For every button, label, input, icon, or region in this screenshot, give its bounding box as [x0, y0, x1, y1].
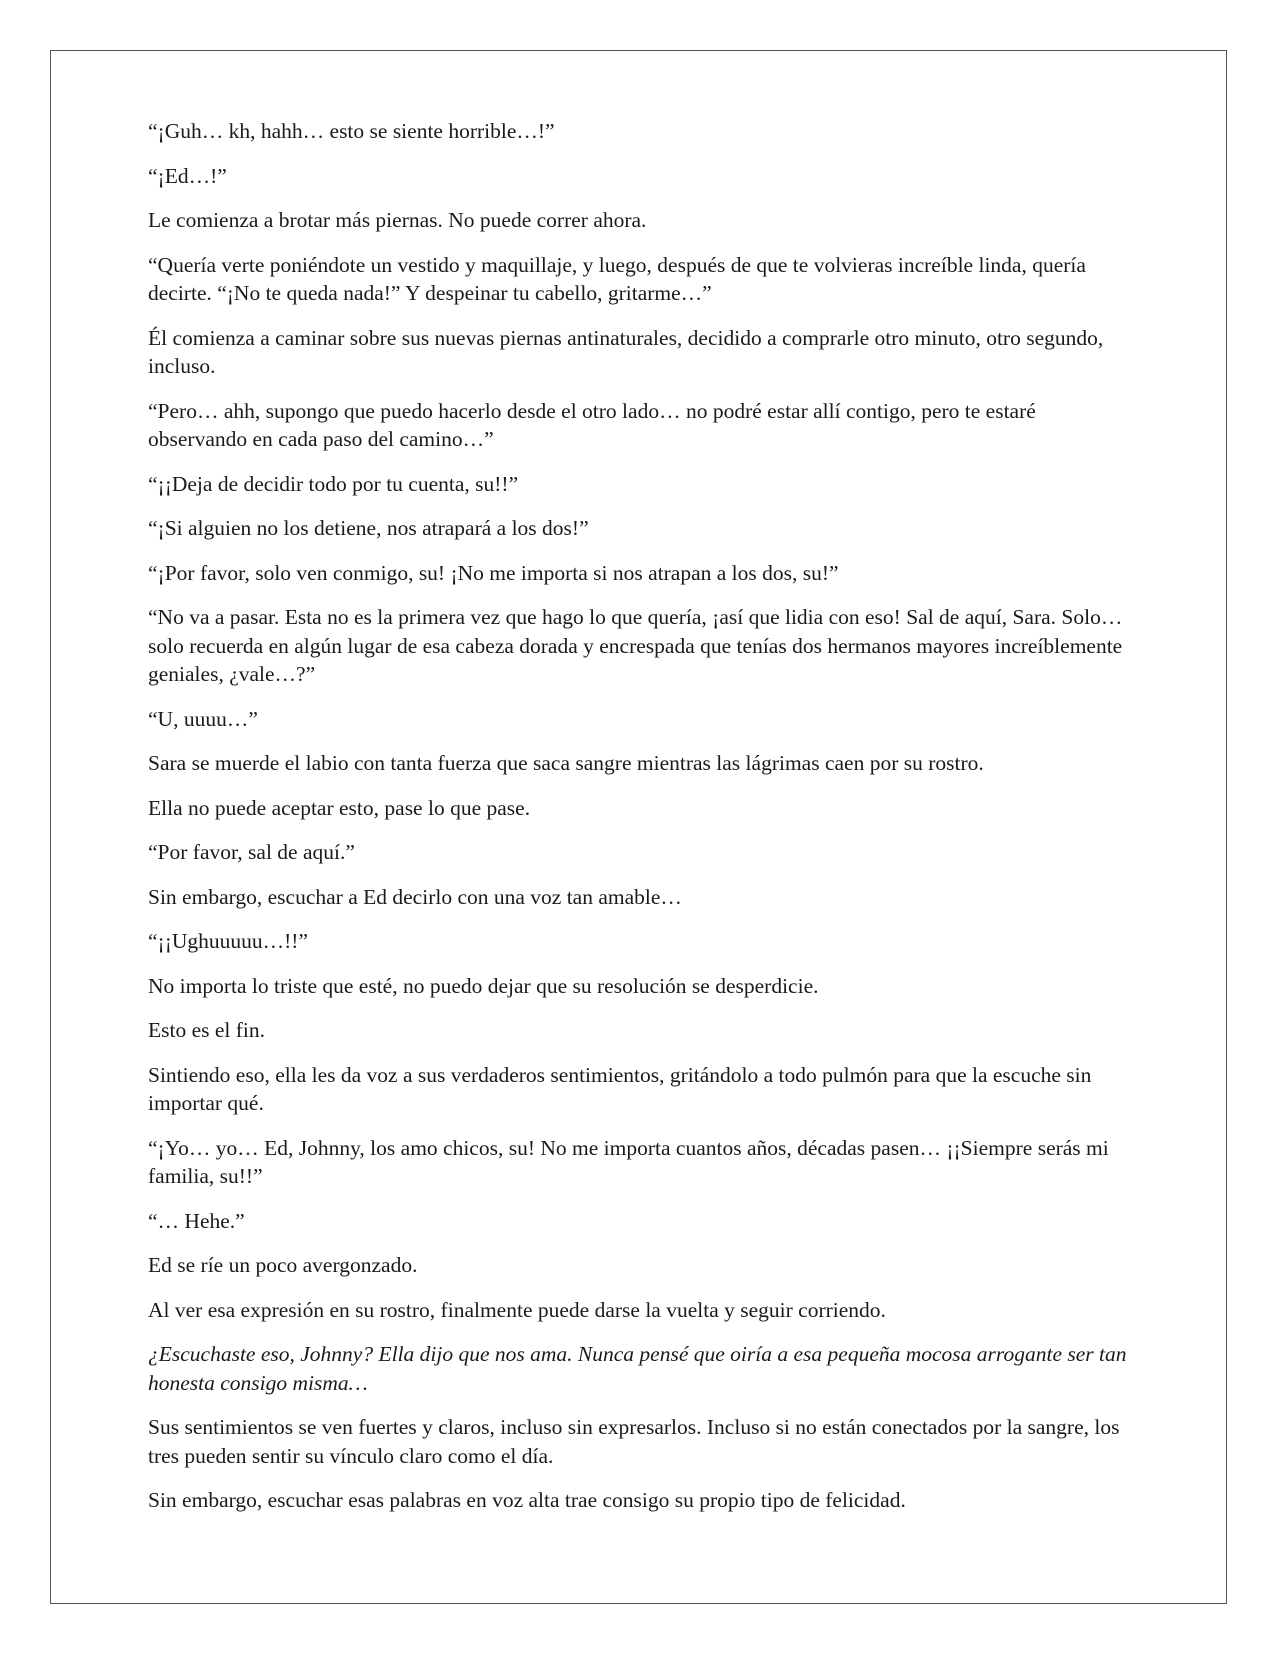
paragraph: Ed se ríe un poco avergonzado.	[148, 1253, 418, 1277]
paragraph: “¡Ed…!”	[148, 163, 227, 188]
paragraph: “¡¡Deja de decidir todo por tu cuenta, su!!”	[148, 471, 519, 496]
paragraph: “Pero… ahh, supongo que puedo hacerlo desde el otro lado… no podré estar allí contigo, pero te estaré observando en cada paso del camino…”	[148, 398, 1036, 451]
paragraph: “¡¡Ughuuuuu…!!”	[148, 929, 309, 953]
paragraph: “Quería verte poniéndote un vestido y maquillaje, y luego, después de que te volvieras increíble linda, quería decirte. “¡No te queda nada!” Y despeinar tu cabello, gritarme…”	[148, 252, 1086, 305]
paragraph: Él comienza a caminar sobre sus nuevas piernas antinaturales, decidido a comprarle otro minuto, otro segundo, incluso.	[148, 325, 1104, 378]
paragraph: No importa lo triste que esté, no puedo dejar que su resolución se desperdicie.	[148, 973, 819, 998]
paragraph: “¡Por favor, solo ven conmigo, su! ¡No me importa si nos atrapan a los dos, su!”	[148, 560, 839, 585]
paragraph: “¡Yo… yo… Ed, Johnny, los amo chicos, su! No me importa cuantos años, décadas pasen… ¡¡Siempre serás mi familia, su!!”	[148, 1135, 1109, 1188]
paragraph: Le comienza a brotar más piernas. No puede correr ahora.	[148, 208, 647, 232]
document-body	[148, 117, 1138, 1531]
paragraph-italic: ¿Escuchaste eso, Johnny? Ella dijo que nos ama. Nunca pensé que oiría a esa pequeña mocosa arrogante ser tan honesta consigo misma…	[148, 1342, 1127, 1395]
paragraph: “… Hehe.”	[148, 1208, 245, 1233]
paragraph: “No va a pasar. Esta no es la primera vez que hago lo que quería, ¡así que lidia con eso! Sal de aquí, Sara. Solo… solo recuerda en algún lugar de esa cabeza dorada y encrespada que tenías dos hermanos mayores increíblemente geniales, ¿vale…?”	[148, 605, 1123, 686]
paragraph: “¡Si alguien no los detiene, nos atrapará a los dos!”	[148, 516, 589, 540]
paragraph: Esto es el fin.	[148, 1018, 266, 1042]
paragraph: Sin embargo, escuchar esas palabras en voz alta trae consigo su propio tipo de felicidad.	[148, 1488, 906, 1512]
paragraph: Sara se muerde el labio con tanta fuerza que saca sangre mientras las lágrimas caen por su rostro.	[148, 751, 984, 775]
paragraph: Ella no puede aceptar esto, pase lo que pase.	[148, 795, 531, 820]
paragraph: Sus sentimientos se ven fuertes y claros, incluso sin expresarlos. Incluso si no están conectados por la sangre, los tres pueden sentir su vínculo claro como el día.	[148, 1415, 1120, 1468]
paragraph: Sintiendo eso, ella les da voz a sus verdaderos sentimientos, gritándolo a todo pulmón para que la escuche sin importar qué.	[148, 1062, 1092, 1115]
paragraph: “¡Guh… kh, hahh… esto se siente horrible…!”	[148, 119, 555, 143]
paragraph: “Por favor, sal de aquí.”	[148, 840, 355, 864]
paragraph: Sin embargo, escuchar a Ed decirlo con una voz tan amable…	[148, 884, 682, 909]
paragraph: “U, uuuu…”	[148, 706, 258, 731]
paragraph: Al ver esa expresión en su rostro, finalmente puede darse la vuelta y seguir corriendo.	[148, 1297, 886, 1322]
